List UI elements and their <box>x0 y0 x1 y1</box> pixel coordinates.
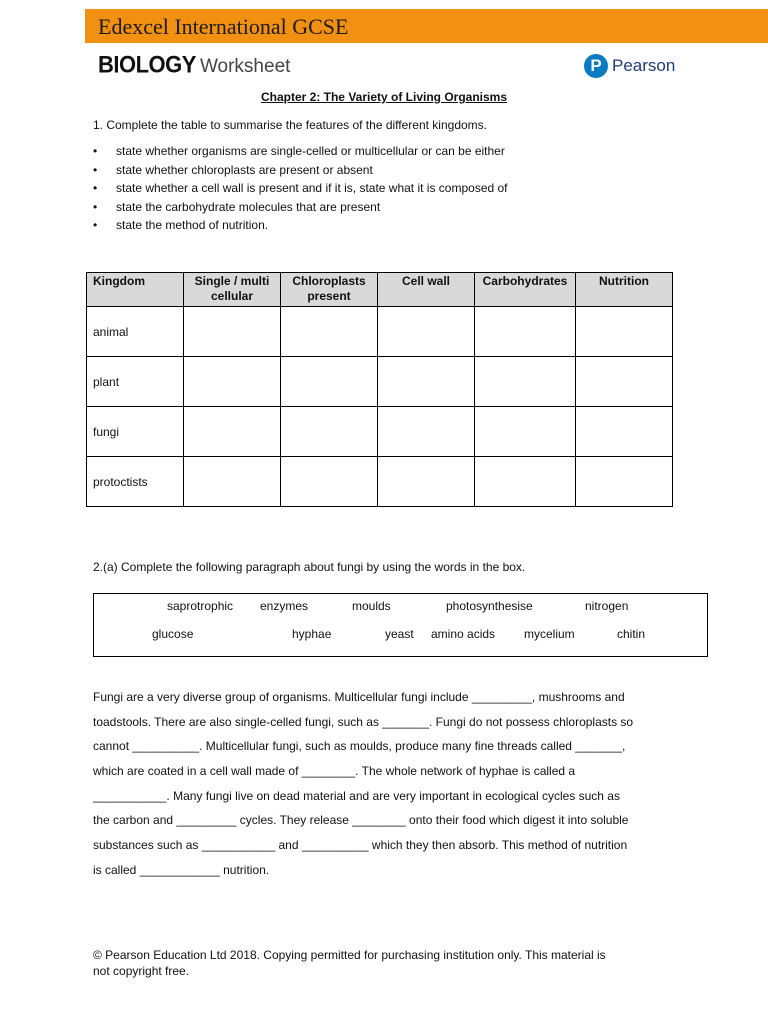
bullet-item: • state whether a cell wall is present and if it is, state what it is composed of <box>93 181 508 200</box>
banner-title: Edexcel International GCSE <box>98 14 349 39</box>
answer-cell[interactable] <box>281 457 378 507</box>
table-row <box>87 457 673 507</box>
word-bank-item: enzymes <box>260 599 309 613</box>
column-header-carbohydrates: Carbohydrates <box>475 273 576 307</box>
column-header-kingdom: Kingdom <box>87 273 184 307</box>
answer-cell[interactable] <box>475 407 576 457</box>
paragraph-line: the carbon and _________ cycles. They release ________ onto their food which digest it into soluble <box>93 813 629 828</box>
table-row <box>87 357 673 407</box>
bullet-item: • state whether organisms are single-celled or multicellular or can be either <box>93 144 508 163</box>
question-2-prompt: 2.(a) Complete the following paragraph about fungi by using the words in the box. <box>93 560 526 574</box>
answer-cell[interactable] <box>378 457 475 507</box>
paragraph-line: cannot __________. Multicellular fungi, such as moulds, produce many fine threads called _______, <box>93 739 626 754</box>
pearson-logo <box>584 54 675 78</box>
bullet-item: • state the method of nutrition. <box>93 218 508 237</box>
word-bank-item: glucose <box>152 627 194 641</box>
copyright-footer <box>93 948 673 979</box>
word-bank-item: saprotrophic <box>167 599 234 613</box>
fungi-paragraph <box>93 690 683 888</box>
word-bank-item: moulds <box>352 599 391 613</box>
answer-cell[interactable] <box>281 407 378 457</box>
question-1-bullet-list <box>93 144 508 237</box>
word-bank-item: mycelium <box>524 627 575 641</box>
paragraph-line: Fungi are a very diverse group of organisms. Multicellular fungi include _________, mushrooms and <box>93 690 625 704</box>
paragraph-line: toadstools. There are also single-celled fungi, such as _______. Fungi do not possess chloroplasts so <box>93 714 634 729</box>
answer-cell[interactable] <box>378 407 475 457</box>
column-header-chloroplasts: Chloroplasts present <box>281 273 378 307</box>
answer-cell[interactable] <box>184 307 281 357</box>
kingdom-name-cell: animal <box>87 307 184 357</box>
table-row <box>87 307 673 357</box>
answer-cell[interactable] <box>184 457 281 507</box>
answer-cell[interactable] <box>184 407 281 457</box>
chapter-title: Chapter 2: The Variety of Living Organisms <box>260 90 508 104</box>
word-bank-item: chitin <box>617 627 646 641</box>
word-bank-item: amino acids <box>431 627 496 641</box>
copyright-line: not copyright free. <box>93 963 190 978</box>
kingdom-name-cell: fungi <box>87 407 184 457</box>
answer-cell[interactable] <box>184 357 281 407</box>
subject-name: BIOLOGY <box>98 50 196 78</box>
answer-cell[interactable] <box>281 357 378 407</box>
answer-cell[interactable] <box>576 307 673 357</box>
paragraph-line: which are coated in a cell wall made of ________. The whole network of hyphae is called a <box>93 764 576 779</box>
word-bank-item: hyphae <box>292 627 332 641</box>
paragraph-line: ___________. Many fungi live on dead material and are very important in ecological cycles such as <box>93 788 620 803</box>
answer-cell[interactable] <box>281 307 378 357</box>
answer-cell[interactable] <box>576 357 673 407</box>
copyright-line: © Pearson Education Ltd 2018. Copying permitted for purchasing institution only. This material is <box>93 948 606 962</box>
worksheet-label: Worksheet <box>199 56 291 77</box>
table-row <box>87 407 673 457</box>
pearson-logo-icon: P <box>584 54 608 78</box>
header-banner <box>85 9 768 43</box>
column-header-nutrition: Nutrition <box>576 273 673 307</box>
bullet-item: • state whether chloroplasts are present or absent <box>93 163 508 182</box>
kingdom-name-cell: plant <box>87 357 184 407</box>
paragraph-line: is called ____________ nutrition. <box>93 862 270 877</box>
paragraph-line: substances such as ___________ and __________ which they then absorb. This method of nutrition <box>93 838 628 853</box>
word-bank-item: photosynthesise <box>446 599 533 613</box>
column-header-cell-wall: Cell wall <box>378 273 475 307</box>
table-header-row <box>87 273 673 307</box>
subject-title <box>98 52 290 78</box>
word-bank-item: nitrogen <box>585 599 629 613</box>
kingdom-name-cell: protoctists <box>87 457 184 507</box>
question-1-prompt: 1. Complete the table to summarise the features of the different kingdoms. <box>93 118 487 132</box>
answer-cell[interactable] <box>378 357 475 407</box>
answer-cell[interactable] <box>576 457 673 507</box>
word-bank-box <box>93 593 708 657</box>
bullet-item: • state the carbohydrate molecules that are present <box>93 200 508 219</box>
answer-cell[interactable] <box>475 457 576 507</box>
word-bank-item: yeast <box>385 627 414 641</box>
answer-cell[interactable] <box>576 407 673 457</box>
answer-cell[interactable] <box>378 307 475 357</box>
kingdoms-table <box>86 272 673 507</box>
answer-cell[interactable] <box>475 307 576 357</box>
answer-cell[interactable] <box>475 357 576 407</box>
pearson-logo-text: Pearson <box>612 56 676 75</box>
column-header-cellular: Single / multi cellular <box>184 273 281 307</box>
